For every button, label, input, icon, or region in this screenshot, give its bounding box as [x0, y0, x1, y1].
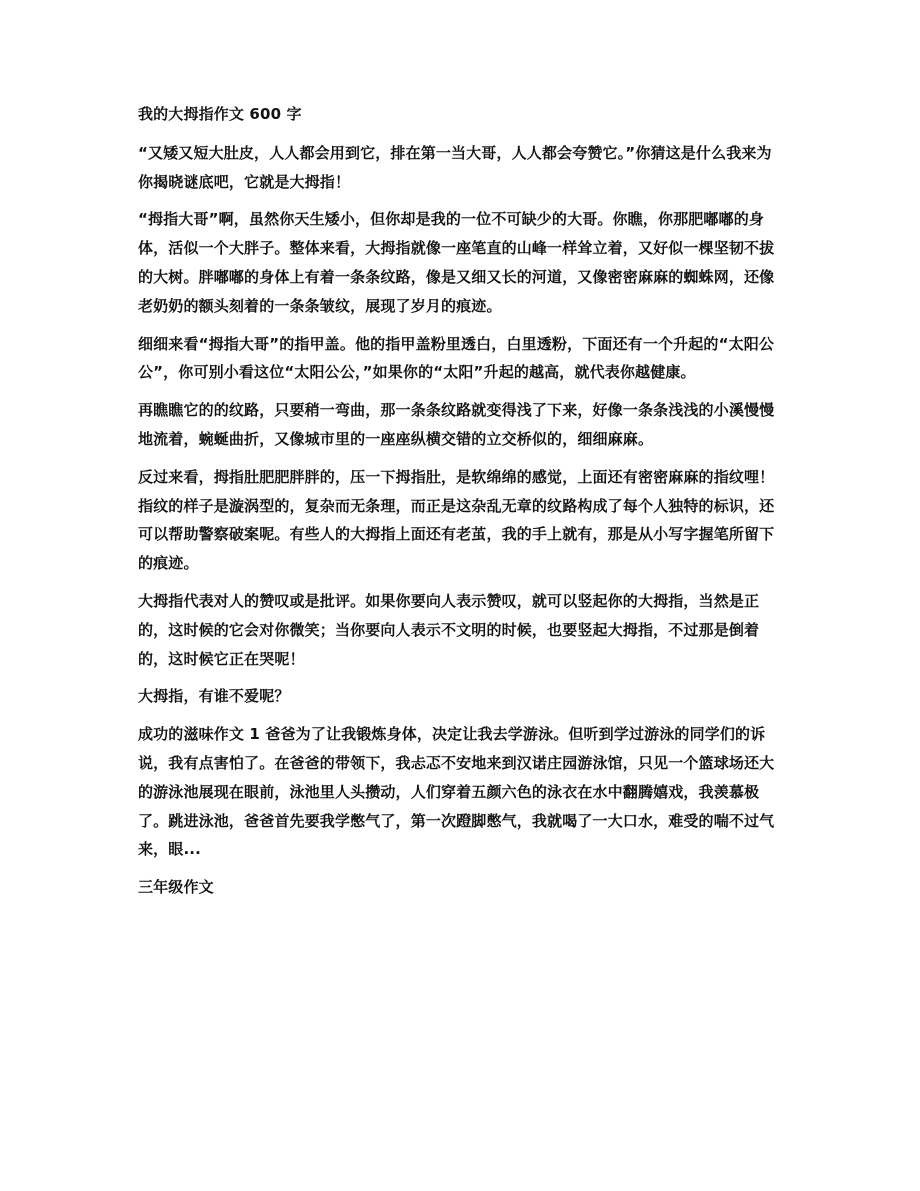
paragraph-meaning: 大拇指代表对人的赞叹或是批评。如果你要向人表示赞叹，就可以竖起你的大拇指，当然是正的，这时候的它会对你微笑；当你要向人表示不文明的时候，也要竖起大拇指，不过那是倒着的，这时候它正在哭呢！	[138, 591, 760, 668]
document-title: 我的大拇指作文 600 字	[138, 105, 302, 123]
paragraph-fingerprint: 反过来看，拇指肚肥肥胖胖的，压一下拇指肚，是软绵绵的感觉，上面还有密密麻麻的指纹哩！指纹的样子是漩涡型的，复杂而无条理，而正是这杂乱无章的纹路构成了每个人独特的标识，还可以帮助警察破案呢。有些人的大拇指上面还有老茧，我的手上就有，那是从小写字握笔所留下的痕迹。	[138, 467, 775, 573]
paragraph-intro: “又矮又短大肚皮，人人都会用到它，排在第一当大哥，人人都会夸赞它。”你猜这是什么我来为你揭晓谜底吧，它就是大拇指！	[138, 143, 772, 191]
category-label: 三年级作文	[138, 878, 214, 897]
paragraph-description: “拇指大哥”啊，虽然你天生矮小，但你却是我的一位不可缺少的大哥。你瞧，你那肥嘟嘟的身体，活似一个大胖子。整体来看，大拇指就像一座笔直的山峰一样耸立着，又好似一棵坚韧不拔的大树。胖嘟嘟的身体上有着一条条纹路，像是又细又长的河道，又像密密麻麻的蜘蛛网，还像老奶奶的额头刻着的一条条皱纹，展现了岁月的痕迹。	[138, 210, 775, 315]
document-page	[138, 100, 784, 902]
paragraph-closing: 大拇指，有谁不爱呢？	[138, 687, 290, 706]
paragraph-lines: 再瞧瞧它的的纹路，只要稍一弯曲，那一条条纹路就变得浅了下来，好像一条条浅浅的小溪慢慢地流着，蜿蜒曲折，又像城市里的一座座纵横交错的立交桥似的，细细麻麻。	[138, 401, 775, 448]
paragraph-swimming: 成功的滋味作文 1 爸爸为了让我锻炼身体，决定让我去学游泳。但听到学过游泳的同学们的诉说，我有点害怕了。在爸爸的带领下，我忐忑不安地来到汉诺庄园游泳馆，只见一个篮球场还大的游泳池展现在眼前，泳池里人头攒动，人们穿着五颜六色的泳衣在水中翻腾嬉戏，我羡慕极了。跳进泳池，爸爸首先要我学憋气了，第一次蹬脚憋气，我就喝了一大口水，难受的喘不过气来，眼...	[138, 725, 775, 859]
paragraph-nail: 细细来看“拇指大哥”的指甲盖。他的指甲盖粉里透白，白里透粉，下面还有一个升起的“太阳公公”，你可别小看这位“太阳公公，”如果你的“太阳”升起的越高，就代表你越健康。	[138, 334, 775, 382]
